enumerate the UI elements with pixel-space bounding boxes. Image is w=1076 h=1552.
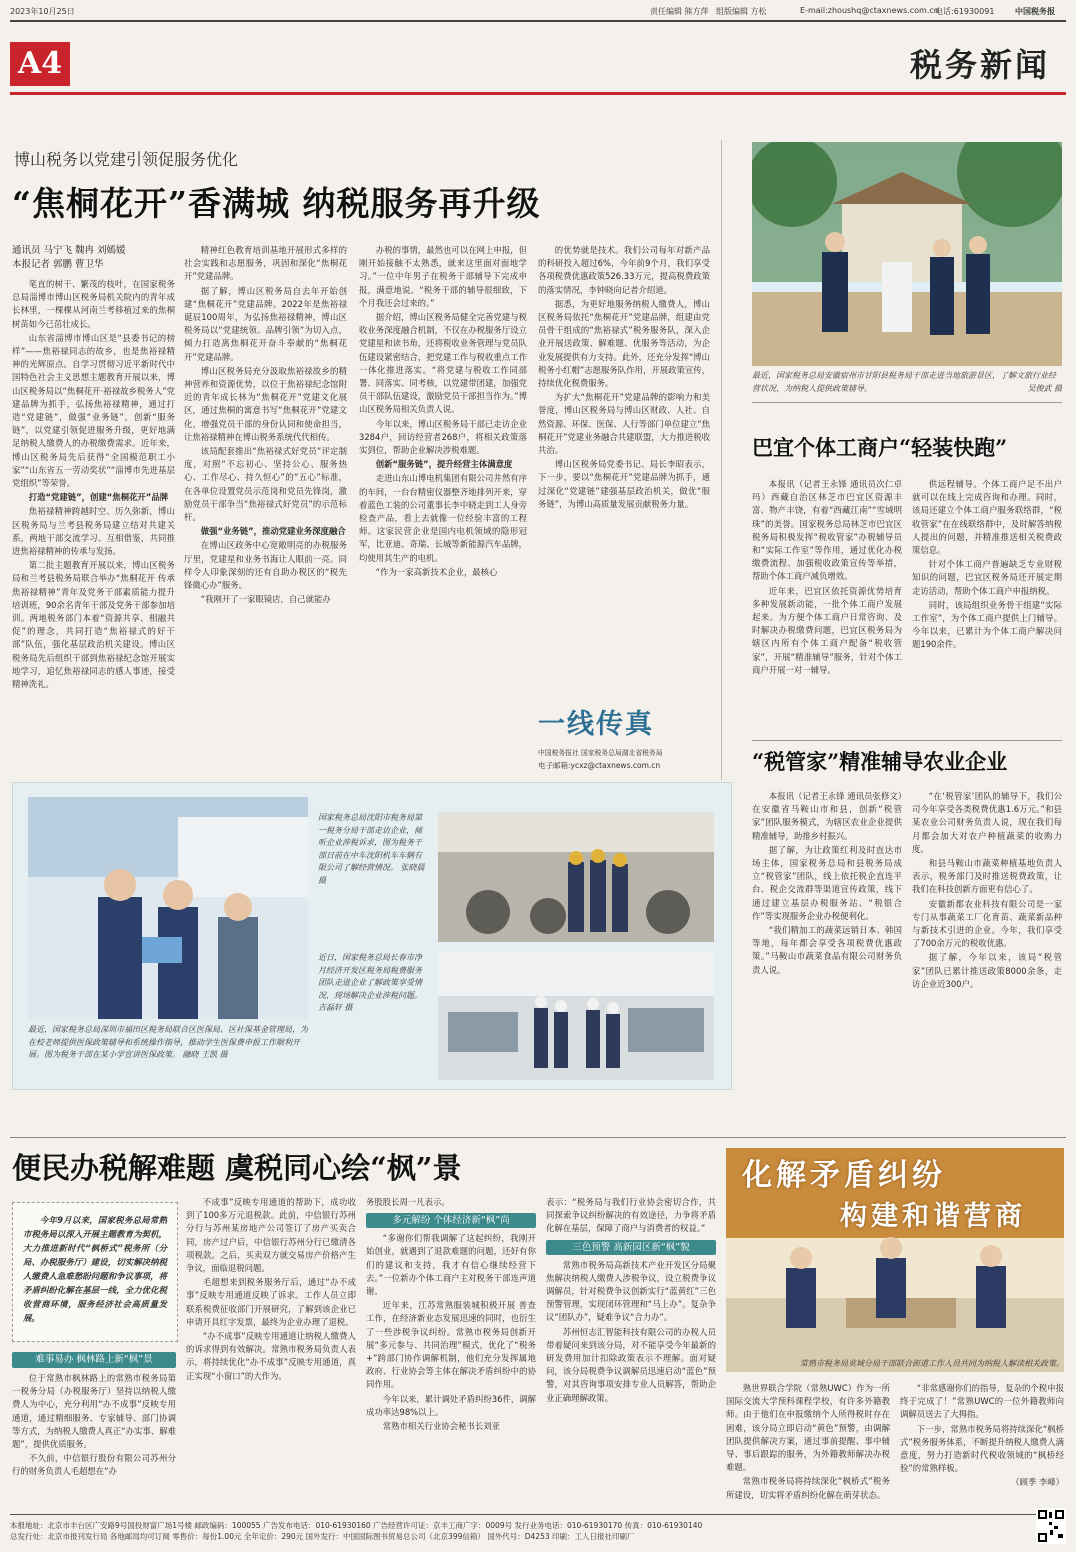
paragraph: 据了解，今年以来，该局“税管家”团队已累计推送政策8000余条，走访企业近300户。 xyxy=(912,952,1062,989)
bottom-column-2 xyxy=(186,1196,356,1510)
paragraph: 和县马鞍山市蔬菜种植基地负责人表示，税务部门及时推送税费政策，让我们在科技创新方面更有信心了。 xyxy=(912,858,1062,895)
bayi-column-2 xyxy=(912,478,1062,736)
paragraph: “多谢你们帮我调解了这起纠纷，我刚开始创业，就遇到了退款难题的问题，还好有你们的建议和支持，我才有信心继续经营下去。”一位新办个体工商户主对税务干部连声道谢。 xyxy=(366,1233,536,1297)
bayi-column-1 xyxy=(752,478,902,736)
byline-line: 通讯员 马宁飞 魏冉 刘嫣媛 xyxy=(12,245,126,256)
footer-rule xyxy=(10,1514,1066,1515)
paragraph: 的优势就是技术。我们公司每年对新产品的科研投入超过6%，今年前9个月，我们享受各项税费优惠政策526.33万元，提高税费政策的落实情况，李钟晓向记者介绍道。 xyxy=(538,245,710,295)
footer-line-2: 总发行处：北京市报刊发行局 各地邮局均可订阅 零售价：每份1.00元 全年定价：290元 国外发行：中国国际图书贸易总公司（北京399信箱） 国外代号：D4253 印刷：工人日报社印刷厂 xyxy=(10,1532,635,1541)
footer xyxy=(10,1520,1000,1542)
section-subhead: 打造“党建链”，创建“焦桐花开”品牌 xyxy=(28,492,169,503)
caption-text: 国家税务总局沈阳市税务局第一税务分局干部走访企业，倾听企业涉税诉求，图为税务干部日前在中车沈阳机车车辆有限公司了解经营情况。 xyxy=(318,813,422,872)
paragraph: 据介绍，博山区税务局健全完善党建与税收业务深度融合机制，不仅在办税服务厅设立党建星和读书角，还将税收业务管理与党员队伍建设紧密结合，把党建工作与税收重点工作一体化推进落实。“将党建与税收工作同部署、同落实、同考核，以党建带团建，加强党员干部队伍建设，激励党员干部担当作为。”博山区税务局相关负责人说。 xyxy=(359,312,527,415)
paragraph: 笔直的树干、繁茂的枝叶，在国家税务总局淄博市博山区税务局机关院内的青年成长林里，一棵棵从河南兰考移植过来的焦桐树苗如今已茁壮成长。 xyxy=(12,279,175,329)
paragraph: 今年9月以来，国家税务总局常熟市税务局以深入开展主题教育为契机，大力推进新时代“枫桥式”税务所（分局、办税服务厅）建设，切实解决纳税人缴费人急难愁盼问题和争议事项，将矛盾纠纷化解在基层一线，全力优化税收营商环境，服务经济社会高质量发展。 xyxy=(23,1215,167,1323)
bottom-section-rule xyxy=(10,1137,1066,1138)
paragraph: “办不成事”反映专用通道让纳税人缴费人的诉求得到有效解决。常熟市税务局负责人表示，将持续优化“办不成事”反映专用通道，真正实现“小窗口”的大作为。 xyxy=(186,1331,356,1381)
paragraph: 针对个体工商户普遍缺乏专业财税知识的问题，巴宜区税务局还开展定期走访活动，帮助个体工商户申报纳税。 xyxy=(912,559,1062,596)
bottom-column-3 xyxy=(366,1196,536,1510)
workshop-photo xyxy=(438,952,714,1080)
masthead-bar xyxy=(10,4,1066,18)
top-right-caption xyxy=(752,370,1062,400)
paragraph: 本报讯（记者王永锋 通讯员次仁卓玛）西藏自治区林芝市巴宜区资源丰富、物产丰饶，有着“西藏江南”“雪域明珠”的美誉。国家税务总局林芝市巴宜区税务局积极发挥“税收管家”办税辅导员和“实际工作室”等作用，通过优化办税缴费流程、加强税收政策宣传等举措，帮助个体工商户减负增效。 xyxy=(752,479,902,582)
paragraph: 苏州恒志汇智能科技有限公司的办税人员带着疑问来到该分局，对不能享受今年最新的研发费用加计扣除政策表示不理解。面对疑问，该分局税费争议调解员迅速启动“蓝色”预警，对其咨询事项安排专业人员解答，帮助企业正确理解政策。 xyxy=(546,1326,716,1403)
lead-column-1 xyxy=(12,278,175,773)
column-logo-title: 一线传真 xyxy=(538,709,654,740)
page-number: A4 xyxy=(10,42,70,86)
byline-line: 本报记者 郭鹏 曹卫华 xyxy=(12,259,104,270)
column-divider xyxy=(721,140,722,780)
photo-divider xyxy=(752,402,1062,403)
paragraph: 第二批主题教育开展以来，博山区税务局和兰考县税务局联合举办“焦桐花开 传承焦裕禄精神”青年及党务干部素质能力提升培训班，90余名青年干部及党务干部参加培训。两地税务部门本着“资源共享、相融共促”的理念，共同打造“焦裕禄式的好干部”队伍，强化基层政治机关建设。博山区税务局先后组织干部到焦裕禄纪念馆开展实地学习，追忆焦裕禄同志的感人事迹，接受精神洗礼。 xyxy=(12,560,175,690)
qr-code-graphic xyxy=(1036,1508,1066,1544)
section-title: 税务新闻 xyxy=(909,46,1050,84)
paragraph: “非常感谢你们的指导，复杂的个税申报终于完成了！”常熟UWC的一位外籍教师向调解员送去了大拇指。 xyxy=(900,1383,1064,1420)
paragraph: 据了解，博山区税务局自去年开始创建“焦桐花开”党建品牌。2022年是焦裕禄诞辰100周年，为弘扬焦裕禄精神，博山区税务局以“党建统领、品牌引领”为切入点，倾力打造离焦桐花开奋斗奉献的“焦桐花开”党建品牌。 xyxy=(184,285,347,362)
paragraph: 毛超想来到税务服务厅后，通过“办不成事”反映专用通道反映了诉求。工作人员立即联系税费征收部门开展研究，了解到该企业已申请开具红字发票，最终为企业办理了退税。 xyxy=(186,1277,356,1327)
paragraph: “作为一家高新技术企业，最核心 xyxy=(375,566,498,577)
paragraph: 供远程辅导。个体工商户足不出户就可以在线上完成咨询和办理。同时，该局还建立个体工商户服务联络群，“税收管家”在在线联络群中，及时解答纳税人提出的问题，并精准推送相关税费政策信息。 xyxy=(912,479,1062,556)
paragraph: 下一步，常熟市税务局将持续深化“枫桥式”税务服务体系，不断提升纳税人缴费人满意度，努力打造新时代税收领域的“枫桥经验”的常熟样板。 xyxy=(900,1423,1064,1474)
photo-credit: 融晓 王凯 摄 xyxy=(182,1050,228,1059)
photo-credit: 吴俊武 摄 xyxy=(1027,383,1062,393)
lead-kicker: 博山税务以党建引领促服务优化 xyxy=(14,150,239,169)
header-rule xyxy=(10,92,1066,95)
paragraph: 博山区税务局党委书记、局长李昭表示，下一步，要以“焦桐花开”党建品牌为抓手，通过深化“党建链”建强基层政治机关，做优“服务链”，为博山高质量发展贡献税务力量。 xyxy=(538,459,710,509)
paragraph: 同时，该局组织业务骨干组建“实际工作室”，为个体工商户提供上门辅导。今年以来，已累计为个体工商户解决问题190余件。 xyxy=(912,599,1062,650)
lead-byline xyxy=(12,244,172,272)
paragraph: 今年以来，累计调处矛盾纠纷36件，调解成功率达98%以上。 xyxy=(366,1393,536,1417)
shuiguanjia-column-1 xyxy=(752,790,902,1086)
paragraph: 务股股长周一凡表示。 xyxy=(366,1197,450,1207)
banner-line-1: 化解矛盾纠纷 xyxy=(742,1158,946,1193)
paragraph: “我刚开了一家眼镜店，自己就能办 xyxy=(200,594,331,605)
photo-credit: 吉磊轩 摄 xyxy=(318,1003,353,1012)
qr-code-icon[interactable] xyxy=(1036,1508,1066,1544)
caption-text: 最近，国家税务总局深圳市福田区税务局联合区医保局、区社保基金管理局，为在校老师提供医保政策辅导和系统操作指导，推动学生医保费申报工作顺利开展。图为税务干部在某小学宣讲医保政策。 xyxy=(28,1025,308,1059)
tax-officers-photo xyxy=(752,142,1062,366)
intro-text xyxy=(13,1203,177,1341)
bottom-column-6 xyxy=(900,1382,1064,1510)
shuiguanjia-headline: “税管家”精准辅导农业企业 xyxy=(752,749,1008,774)
footer-line-1: 本报地址：北京市丰台区广安路9号国投财富广场1号楼 邮政编码：100055 广告发布电话：010-61930160 广告经营许可证：京丰工商广字：0009号 发行业务电话：010-61930170 传真：010-61930140 xyxy=(10,1521,703,1530)
paragraph: 焦裕禄精神跨越时空、历久弥新，博山区税务局与兰考县税务局建立结对共建关系，两地干部交流学习、互相借鉴，共同推进焦裕禄精神的传承与发扬。 xyxy=(12,506,175,557)
paragraph: 山东省淄博市博山区是“县委书记的榜样”——焦裕禄同志的故乡，也是焦裕禄精神的光辉原点。自学习贯彻习近平新时代中国特色社会主义思想主题教育开展以来，博山区税务局以“焦桐花开·裕禄故乡税务人”党建品牌为抓手，弘扬焦裕禄精神，通过打造“党建链”，做强“业务链”，创新“服务链”，以党建引领促进服务升级，更好地满足纳税人缴费人的办税缴费需求。近年来，博山区税务局先后获得“全国模范职工小家”“山东省五一劳动奖状”“淄博市先进基层党组织”等荣誉。 xyxy=(12,332,175,489)
paragraph: 安徽新都农业科技有限公司是一家专门从事蔬菜工厂化育苗、蔬菜新品种与新技术引进的企业。今年，我们享受了700余万元的税收优惠。 xyxy=(912,898,1062,949)
subhead-1: 难事易办 枫林路上新“枫”景 xyxy=(12,1352,176,1368)
subhead-3: 三色预警 高新园区新“枫”貌 xyxy=(546,1240,716,1255)
issue-date: 2023年10月25日 xyxy=(10,7,75,16)
caption-text: 近日，国家税务总局长春市净月经济开发区税务局税费服务团队走进企业了解政策享受情况，现场解决企业涉税问题。 xyxy=(318,953,422,1000)
scenic-area-image xyxy=(752,142,1062,366)
photo-caption-1 xyxy=(28,1024,308,1080)
caption-text: 最近，国家税务总局安徽宿州市甘阳县税务局干部走进当地旅游景区，了解文旅行业经营状况，为纳税人提供政策辅导。 xyxy=(752,371,1056,393)
paragraph: “在‘税管家’团队的辅导下，我们公司今年享受各类税费优惠1.6万元。”和县某农业公司财务负责人说，现在我们每月都会加大对农户种植蔬菜的收购力度。 xyxy=(912,791,1062,854)
lead-column-4 xyxy=(538,244,710,696)
column-logo-email[interactable]: 电子邮箱:ycxz@ctaxnews.com.cn xyxy=(538,761,661,770)
bottom-column-4 xyxy=(546,1196,716,1510)
photo-caption-3 xyxy=(318,952,428,1082)
paragraph: 常熟市税务局将持续深化“枫桥式”税务所建设，切实将矛盾纠纷化解在萌芽状态。 xyxy=(726,1476,890,1500)
lead-headline: “焦桐花开”香满城 纳税服务再升级 xyxy=(12,184,541,223)
paragraph: 走进山东山博电机集团有限公司井然有序的车间，一台台精密仪器整齐地排列开来，穿着蓝色工装的公司董事长李中晓走到工人身旁检查产品，看上去就像一位经验丰富的工程师。这家民营企业是国内电机领域的隐形冠军，比亚迪、奇瑞、长城等新能源汽车品牌，均使用其生产的电机。 xyxy=(359,473,527,563)
school-image xyxy=(28,797,308,1019)
photo-credit: 张晓晨 摄 xyxy=(318,863,425,885)
mediation-photo-caption: 常熟市税务局莫城分局干部联合街道工作人员共同为纳税人解读相关政策。 xyxy=(800,1359,1064,1368)
layout-editor-credit: 组版编辑 方松 xyxy=(716,7,767,16)
bottom-column-5 xyxy=(726,1382,890,1510)
section-subhead: 创新“服务链”，提升经营主体满意度 xyxy=(375,459,513,470)
banner-line-2: 构建和谐营商 xyxy=(840,1201,1026,1232)
paragraph: 近年来，巴宜区依托资源优势培育多种发展新动能，一批个体工商户发展起来。为方便个体工商户日常咨询、及时解决办税缴费问题，巴宜区税务局为辖区内所有个体工商户配备“税收管家”，开展“精准辅导”服务，针对个体工商户开展一对一辅导。 xyxy=(752,585,902,675)
paragraph: 表示：“税务局与我们行业协会密切合作，共同探索争议纠纷解决的有效途径，力争将矛盾化解在基层，保障了商户与消费者的权益。” xyxy=(546,1197,716,1234)
paper-name: 中国税务报 xyxy=(1015,7,1055,16)
paragraph: “我们精加工的蔬菜远销日本、韩国等地，每年都会享受各项税费优惠政策。”马鞍山市蔬菜食品有限公司财务负责人说。 xyxy=(752,925,902,975)
bottom-headline: 便民办税解难题 虞税同心绘“枫”景 xyxy=(12,1151,462,1185)
bayi-headline: 巴宜个体工商户“轻装快跑” xyxy=(752,435,1008,460)
top-divider xyxy=(10,20,1066,22)
paragraph: 为扩大“焦桐花开”党建品牌的影响力和美誉度，博山区税务局与博山区财政、人社、自然资源、环保、医保、人行等部门单位建立“焦桐花开”党建业务融合共建联盟，大力推进税收共治。 xyxy=(538,392,710,456)
factory-photo xyxy=(438,812,714,942)
contact-email[interactable]: E-mail:zhoushq@ctaxnews.com.cn xyxy=(800,6,939,15)
paragraph: 在博山区政务中心宽敞明亮的办税服务厅里，党建星和业务书海让人眼前一亮。同样令人印象深刻的还有自助办税区的“税先锋微心办”服务。 xyxy=(184,540,347,591)
paragraph: 位于常熟市枫林路上的常熟市税务局第一税务分局（办税服务厅）坚持以纳税人缴费人为中心，充分利用“办不成事”反映专用通道，通过精细服务、专家辅导、部门协调等方式，为纳税人缴费人真正“办实事、解难题”，提供优质服务。 xyxy=(12,1373,176,1450)
shuiguanjia-column-2 xyxy=(912,790,1062,1086)
paragraph: 不成事”反映专用通道的帮助下，成功收到了100多万元退税款。此前，中信银行苏州分行与苏州某房地产公司签订了房产买卖合同，房产过户后，中信银行苏州分行已缴清各项税款。之后，买卖双方就交易房产价格产生争议，面临退税问题。 xyxy=(186,1197,356,1274)
paragraph: 熟世界联合学院（常熟UWC）作为一所国际交流大学预科课程学校，有许多外籍教师。由于他们在申报缴纳个人所得税时存在困难，该分局立即启动“黄色”预警，由调解团队提供解决方案，通过事前提醒、事中辅导、事后跟踪的服务，为外籍教师解决办税难题。 xyxy=(726,1383,890,1473)
paragraph: 本报讯（记者王永锋 通讯员张修文）在安徽省马鞍山市和县，创新“税管家”团队服务模式，为辖区农业企业提供精准辅导，助推乡村振兴。 xyxy=(752,791,902,841)
contact-phone: 电话:61930091 xyxy=(935,7,995,16)
paragraph: 常熟市税务局高新技术产业开发区分局聚焦解决纳税人缴费人涉税争议，设立税费争议调解员，针对税费争议创新实行“蓝黄红”三色预警管理，实现闭环管理和“马上办”。复杂争议“团队办”，疑难争议“合力办”。 xyxy=(546,1259,716,1323)
paragraph: 据了解，为让政策红利及时直达市场主体，国家税务总局和县税务局成立“税管家”团队，线上依托税企直连平台、税企交流群等渠道宣传政策，线下通过建立基层办税服务站、“税银合作”等实现服务企业办税便利化。 xyxy=(752,844,902,921)
column-logo-sub: 中国税务报社 国家税务总局湖北省税务局 xyxy=(538,749,663,757)
story-divider xyxy=(752,740,1062,741)
editor-credit: 责任编辑 熊方萍 xyxy=(650,7,709,16)
lead-column-2 xyxy=(184,244,347,773)
subhead-2: 多元解纷 个体经济新“枫”尚 xyxy=(366,1213,536,1228)
workshop-image xyxy=(438,952,714,1080)
paragraph: 常熟市相关行业协会秘书长刘亚 xyxy=(382,1421,501,1432)
lead-column-3 xyxy=(359,244,527,773)
paragraph: 据悉，为更好地服务纳税人缴费人，博山区税务局依托“焦桐花开”党建品牌，组建由党员骨干组成的“焦裕禄式”税务服务队，深入企业开展送政策、解难题、优服务等活动，为企业发展提供有力支持。此外，还充分发挥“博山税务小红帽”志愿服务队作用，开展政策宣传，持续优化税费服务。 xyxy=(538,298,710,389)
paragraph: 博山区税务局充分汲取焦裕禄故乡的精神营养和资源优势，以位于焦裕禄纪念馆附近的青年成长林为“焦桐花开”党建文化展区，通过焦桐的寓意书写“焦桐花开”党建文化，增强党员干部的身份认同和使命担当，让焦裕禄精神在博山税务系统代代相传。 xyxy=(184,365,347,442)
paragraph: 办税的事情，最然也可以在网上申报，但刚开始接触不太熟悉，就来这里面对面地学习。”一位中年男子在税务干部辅导下完成申报，满意地说。“税务干部的辅导很细致，下个月我还会过来的。” xyxy=(359,245,527,308)
paragraph: 今年以来，博山区税务局干部已走访企业3284户，回访经营者268户，将相关政策落实到位，帮助企业解决涉税难题。 xyxy=(359,418,527,456)
school-photo xyxy=(28,797,308,1019)
paragraph: 不久前，中信银行股份有限公司苏州分行的财务负责人毛超想在“办 xyxy=(12,1453,176,1477)
bottom-column-1 xyxy=(12,1372,176,1510)
photo-caption-2 xyxy=(318,812,428,942)
paragraph: 该局配套推出“焦裕禄式好党员”评定制度，对照“不忘初心、坚持公心、服务热心、工作尽心、持久恒心”的“五心”标准，在各单位设置党员示范岗和党员先锋岗，激励党员干部争当“焦裕禄式好党员”的示范标杆。 xyxy=(184,446,347,523)
paragraph: 精神红色教育培训基地开展形式多样的社会实践和志愿服务，巩固和深化“焦桐花开”党建品牌。 xyxy=(184,245,347,282)
section-subhead: 做强“业务链”，推动党建业务深度融合 xyxy=(200,526,346,537)
intro-box xyxy=(12,1202,178,1342)
author-credit: （顾季 李峰） xyxy=(1011,1477,1064,1488)
paragraph: 近年来，江苏常熟服装城积极开展 普查工作，在经济新业态发展迅速的同时，也衍生了一些涉税争议纠纷。常熟市税务局创新开展“多元参与、共同治理”模式，优化了“税务+”跨部门协作调解机制，他们充分发挥属地政府、行业协会等主体在解决矛盾纠纷中的协同作用。 xyxy=(366,1300,536,1390)
factory-image xyxy=(438,812,714,942)
column-logo xyxy=(538,702,710,772)
